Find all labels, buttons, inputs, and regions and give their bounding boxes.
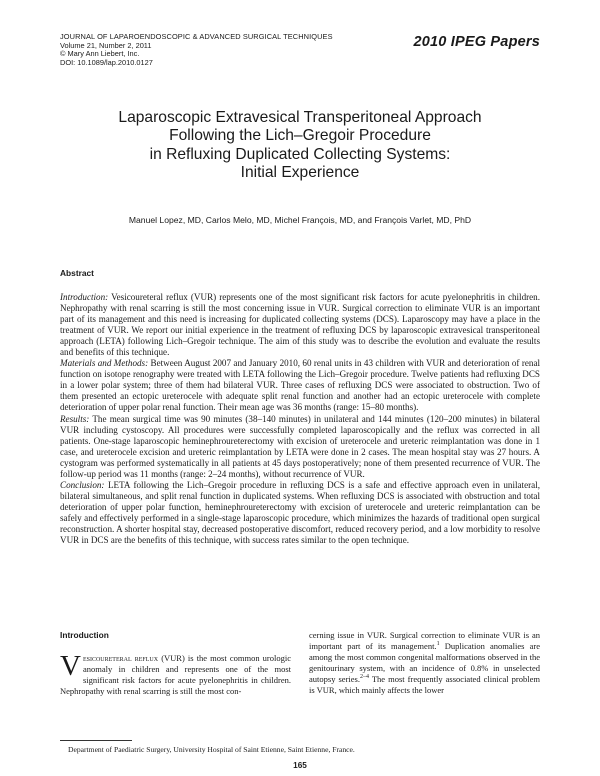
intro-text-left: (VUR) is the most common urologic anomaly in children and represents one of the most significant risk factors for acute pyelonephritis in children. Nephropathy with renal scarring is still the most con-	[60, 653, 292, 696]
intro-paragraph	[60, 650, 292, 697]
abstract-text: Vesicoureteral reflux (VUR) represents one of the most significant risk factors for acute pyelonephritis in children. Nephropathy with renal scarring is still the most concerning issue in VUR. Surgical correction to eliminate VUR is an important part of its management and this need is increasing for duplicated collecting systems (DCS). Laparoscopy may have a place in the treatment of VUR. We report our initial experience in the treatment of refluxing DCS by laparoscopic extravesical transperitoneal approach (LETA) following Lich–Gregoir technique. The aim of this study was to describe the evolution and evaluate the results and benefits of this technique.	[60, 292, 541, 358]
abstract-body	[60, 292, 540, 546]
footnote-rule	[60, 740, 132, 741]
journal-name: JOURNAL OF LAPAROENDOSCOPIC & ADVANCED SURGICAL TECHNIQUES	[60, 32, 333, 41]
intro-text-right: The most frequently associated clinical problem is VUR, which mainly affects the lower	[309, 673, 541, 695]
section-tag: 2010 IPEG Papers	[413, 34, 540, 50]
page-number: 165	[293, 761, 307, 770]
abstract-methods	[60, 358, 540, 413]
journal-volume: Volume 21, Number 2, 2011	[60, 40, 152, 50]
abstract-text: Between August 2007 and January 2010, 60 renal units in 43 children with VUR and deterioration of renal function on isotope renography were treated with LETA following the Lich–Gregoir procedure. Twelve patients had refluxing DCS in a lower polar system; three of them had bilateral VUR. Three cases of refluxing DCS were associated to obstruction. Two of them presented an ectopic ureterocele with adequate split renal function and another had an ectopic ureterocele with complete deterioration of upper polar renal function. Their mean age was 36 months (range: 15–80 months).	[60, 358, 541, 413]
abstract-results	[60, 414, 540, 480]
author-list: Manuel Lopez, MD, Carlos Melo, MD, Michel François, MD, and François Varlet, MD, PhD	[128, 215, 472, 225]
intro-column-right	[309, 630, 540, 695]
affiliation: Department of Paediatric Surgery, University Hospital of Saint Etienne, Saint Etienne, France.	[68, 745, 355, 754]
citation-ref: 2–4	[359, 673, 369, 680]
title-line: Laparoscopic Extravesical Transperitoneal Approach	[118, 109, 482, 126]
intro-column-left	[60, 650, 292, 697]
title-line: Following the Lich–Gregoir Procedure	[169, 127, 431, 145]
intro-smallcaps: esicoureteral reflux	[82, 653, 159, 663]
abstract-introduction	[60, 292, 540, 358]
title-line: in Refluxing Duplicated Collecting Systems:	[149, 145, 451, 163]
abstract-heading: Abstract	[60, 268, 94, 278]
abstract-label: Introduction:	[60, 292, 109, 302]
title-line: Initial Experience	[240, 164, 360, 182]
journal-header	[60, 33, 390, 67]
drop-cap: V	[60, 650, 81, 682]
journal-copyright: © Mary Ann Liebert, Inc.	[60, 49, 140, 59]
intro-text-right: cerning issue in VUR. Surgical correction to eliminate VUR is an important part of its management.	[309, 630, 540, 651]
introduction-heading: Introduction	[60, 630, 109, 640]
abstract-text: The mean surgical time was 90 minutes (38–140 minutes) in unilateral and 144 minutes (120–200 minutes) in bilateral VUR including cystoscopy. All procedures were successfully completed laparoscopically and the reflux was corrected in all patients. One-stage laparoscopic heminephroureterectomy with excision of ureterocele and ureteric reimplantation was done in 1 case, and ureterocele excision and ureteric reimplantation by LETA were done in 2 cases. The mean hospital stay was 27 hours. A cystogram was performed systematically in all patients at 45 days postoperatively; none of them presented recurrence of VUR. The follow-up period was 11 months (range: 2–24 months), without recurrence of VUR.	[60, 413, 541, 479]
abstract-label: Conclusion:	[60, 479, 105, 490]
citation-ref: 1	[436, 641, 440, 648]
abstract-text: LETA following the Lich–Gregoir procedure in refluxing DCS is a safe and effective approach even in unilateral, bilateral simultaneous, and split renal function in duplicated systems. When refluxing DCS is associated with obstruction and total deterioration of upper polar function, heminephroureterectomy with excision of ureterocele and ureteric reimplantation can be safely and effectively performed in a single-stage laparoscopic procedure, which minimizes the hazards of traditional open surgical reconstruction. A shorter hospital stay, decreased postoperative discomfort, reduced recovery period, and a low morbidity to resolve VUR in DCS are the benefits of this technique, with success rates similar to the open technique.	[60, 479, 540, 546]
intro-paragraph	[309, 630, 540, 695]
abstract-label: Materials and Methods:	[60, 358, 149, 369]
journal-doi: DOI: 10.1089/lap.2010.0127	[60, 57, 153, 67]
article-title	[60, 109, 540, 183]
intro-text-right: Duplication anomalies are among the most common congenital malformations observed in the genitourinary system, with an incidence of 0.8% in unselected autopsy series.	[309, 640, 540, 684]
abstract-conclusion	[60, 480, 540, 546]
abstract-label: Results:	[60, 413, 90, 424]
